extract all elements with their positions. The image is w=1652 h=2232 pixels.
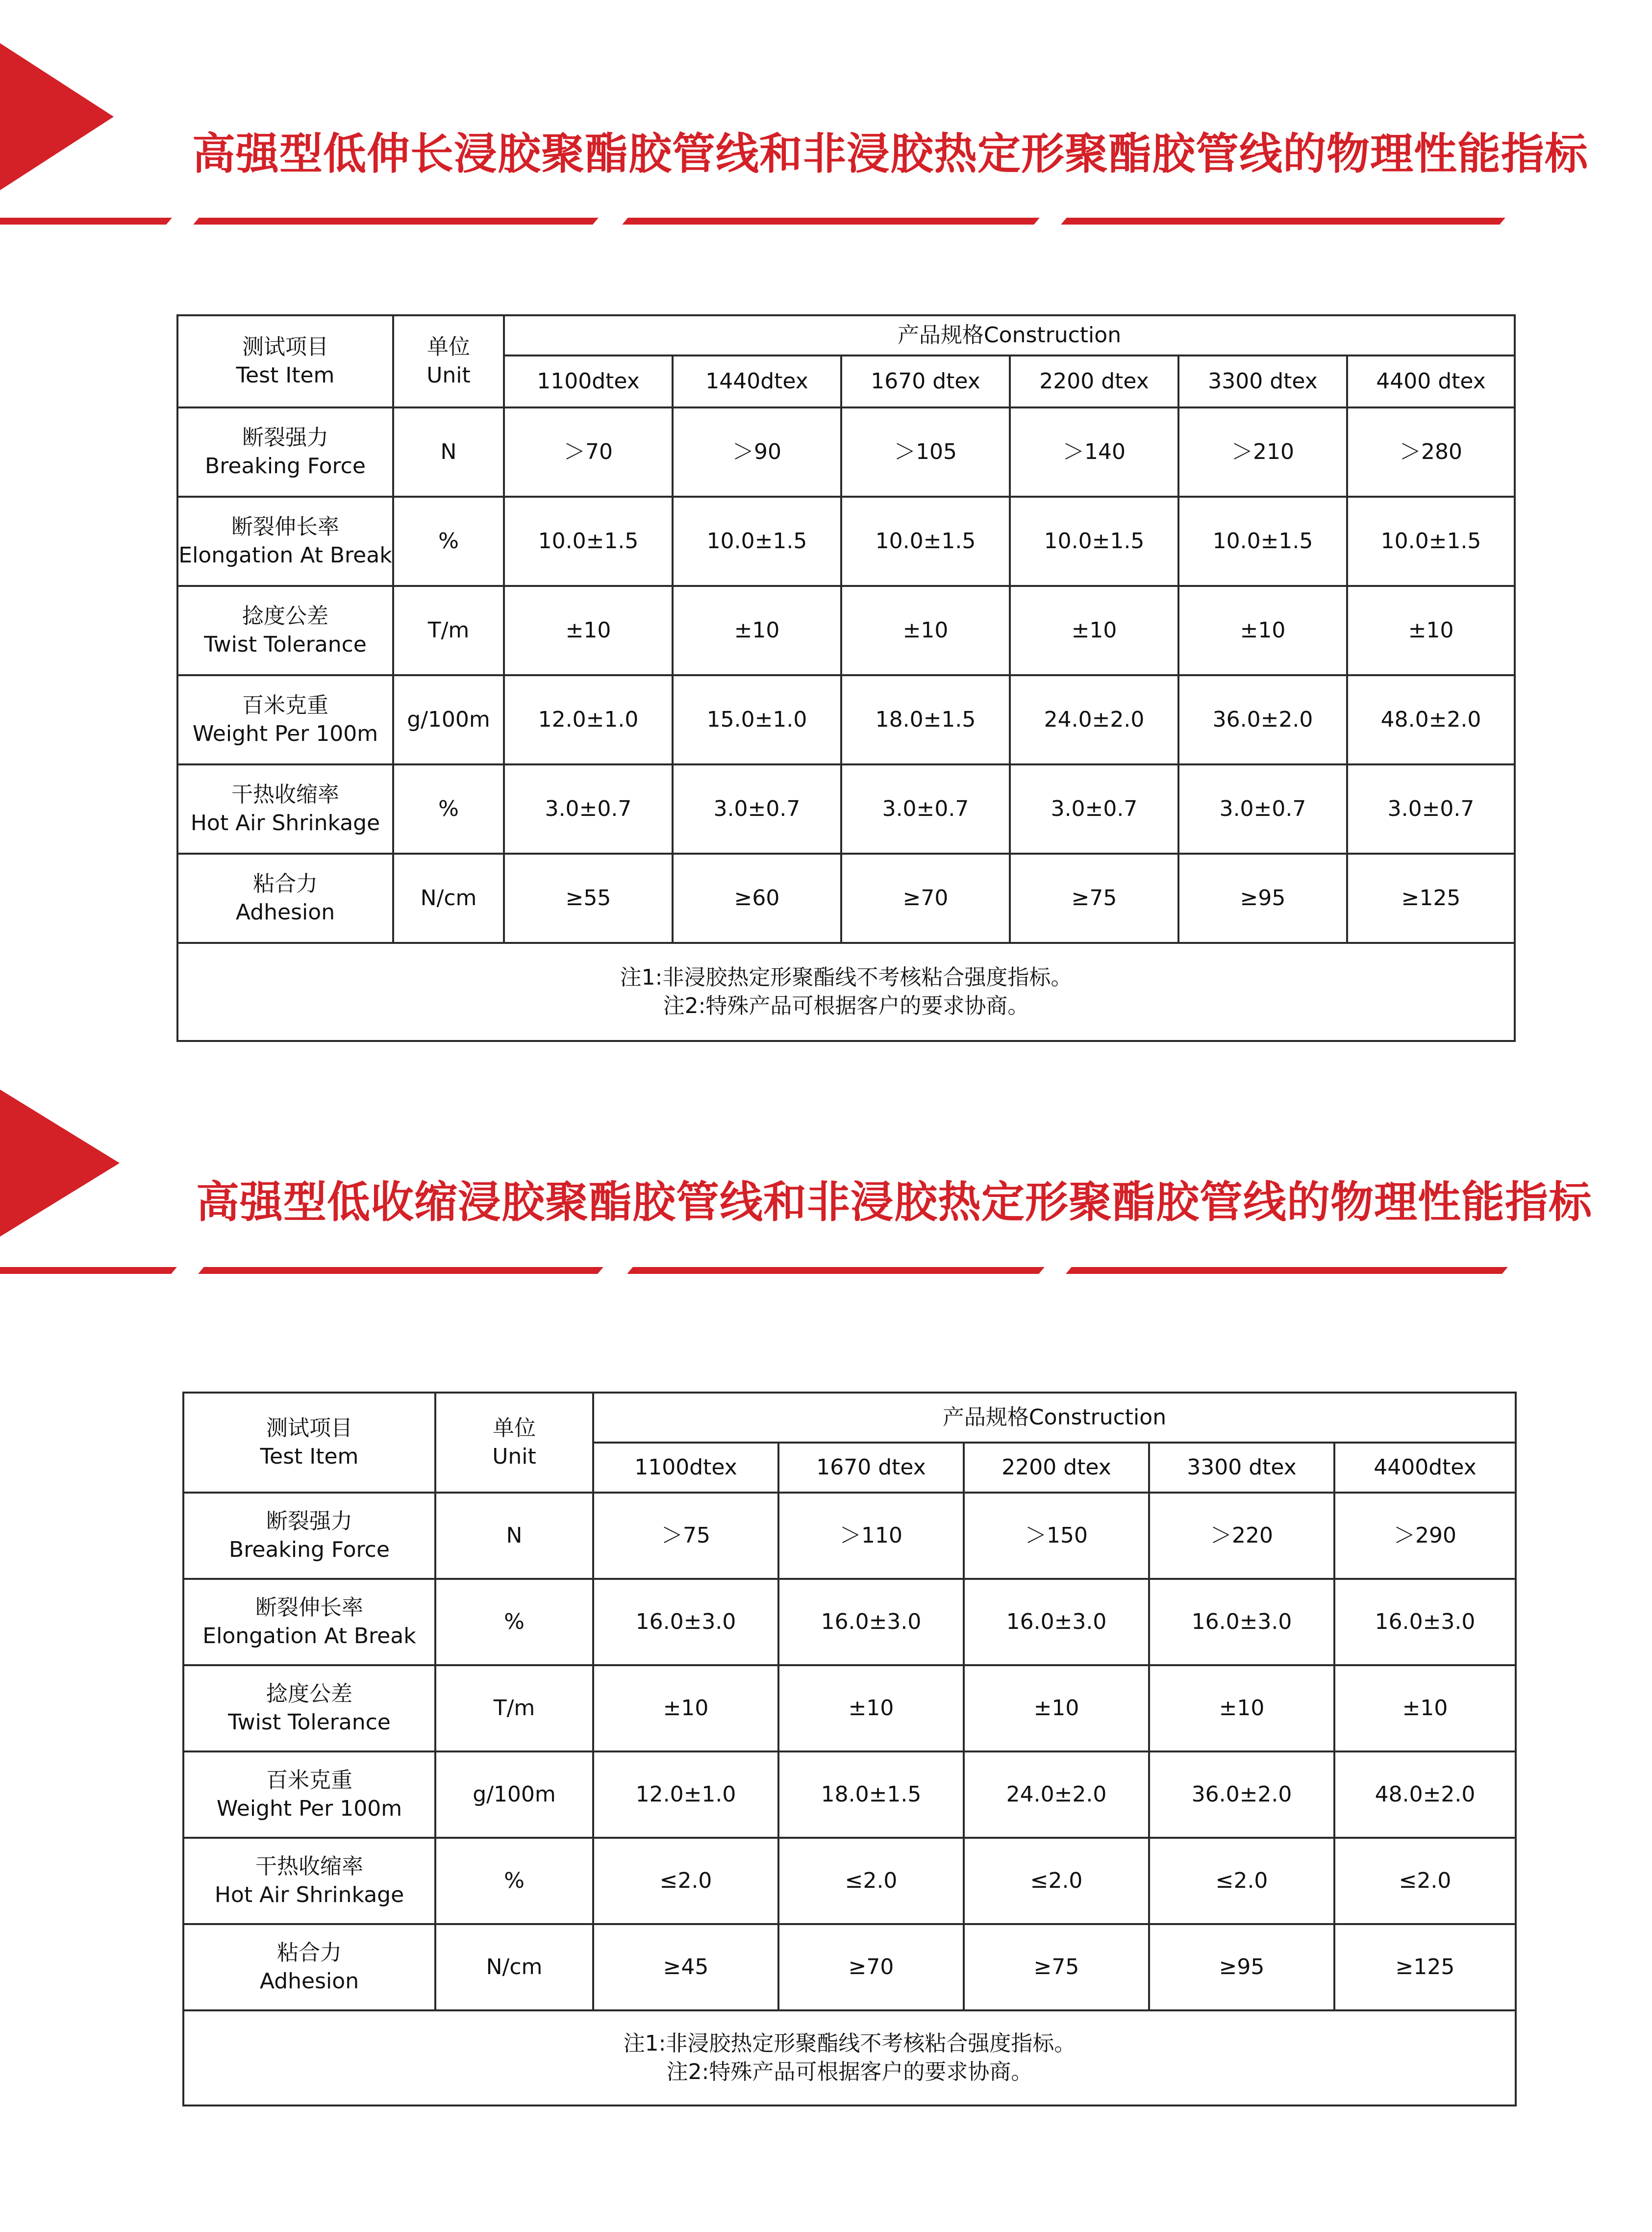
header-unit: 单位 Unit bbox=[435, 1393, 593, 1493]
value-cell: ＞220 bbox=[1149, 1493, 1334, 1579]
row-label: 粘合力 Adhesion bbox=[177, 854, 393, 943]
value-cell: ＞290 bbox=[1334, 1493, 1516, 1579]
title-underline-segment bbox=[1061, 218, 1505, 225]
value-cell: ±10 bbox=[673, 586, 841, 675]
row-unit: T/m bbox=[435, 1665, 593, 1751]
row-unit: % bbox=[393, 497, 504, 586]
spec-label: 2200 dtex bbox=[1010, 355, 1178, 407]
value-cell: 10.0±1.5 bbox=[1347, 497, 1515, 586]
notes-cell bbox=[183, 2010, 1516, 2105]
header-construction: 产品规格Construction bbox=[504, 315, 1515, 355]
row-label: 干热收缩率 Hot Air Shrinkage bbox=[177, 764, 393, 854]
note-2: 注2:特殊产品可根据客户的要求协商。 bbox=[666, 2059, 1033, 2084]
spec-label: 4400 dtex bbox=[1347, 355, 1515, 407]
title-underline-segment bbox=[193, 218, 599, 225]
section-title: 高强型低伸长浸胶聚酯胶管线和非浸胶热定形聚酯胶管线的物理性能指标 bbox=[192, 128, 1589, 179]
value-cell: ＞105 bbox=[841, 407, 1010, 497]
value-cell: ≥75 bbox=[1010, 854, 1178, 943]
value-cell: ≤2.0 bbox=[964, 1838, 1149, 1924]
value-cell: 10.0±1.5 bbox=[673, 497, 841, 586]
value-cell: ≤2.0 bbox=[593, 1838, 778, 1924]
triangle-marker-icon bbox=[0, 1090, 120, 1237]
header-unit: 单位 Unit bbox=[393, 315, 504, 407]
table-row bbox=[183, 1579, 1516, 1665]
row-label: 断裂伸长率 Elongation At Break bbox=[177, 497, 393, 586]
row-unit: g/100m bbox=[393, 675, 504, 764]
value-cell: 48.0±2.0 bbox=[1347, 675, 1515, 764]
value-cell: 24.0±2.0 bbox=[1010, 675, 1178, 764]
value-cell: ±10 bbox=[964, 1665, 1149, 1751]
value-cell: ±10 bbox=[1010, 586, 1178, 675]
table-row bbox=[177, 854, 1515, 943]
value-cell: ＞110 bbox=[778, 1493, 964, 1579]
value-cell: 12.0±1.0 bbox=[593, 1751, 778, 1838]
spec-table bbox=[176, 314, 1516, 1042]
notes-cell bbox=[177, 943, 1515, 1041]
note-1: 注1:非浸胶热定形聚酯线不考核粘合强度指标。 bbox=[623, 2030, 1076, 2056]
value-cell: ±10 bbox=[1334, 1665, 1516, 1751]
value-cell: ＞75 bbox=[593, 1493, 778, 1579]
spec-label: 1440dtex bbox=[673, 355, 841, 407]
table-row bbox=[183, 1838, 1516, 1924]
value-cell: ±10 bbox=[841, 586, 1010, 675]
table-row bbox=[177, 764, 1515, 854]
value-cell: 15.0±1.0 bbox=[673, 675, 841, 764]
value-cell: 48.0±2.0 bbox=[1334, 1751, 1516, 1838]
value-cell: 3.0±0.7 bbox=[673, 764, 841, 854]
row-label: 百米克重 Weight Per 100m bbox=[183, 1751, 435, 1838]
header-test-item: 测试项目 Test Item bbox=[177, 315, 393, 407]
spec-table bbox=[182, 1392, 1517, 2106]
value-cell: 16.0±3.0 bbox=[1149, 1579, 1334, 1665]
row-unit: % bbox=[435, 1579, 593, 1665]
table-row bbox=[177, 675, 1515, 764]
value-cell: 18.0±1.5 bbox=[841, 675, 1010, 764]
value-cell: ＞90 bbox=[673, 407, 841, 497]
value-cell: 36.0±2.0 bbox=[1178, 675, 1347, 764]
value-cell: ≥125 bbox=[1347, 854, 1515, 943]
table-row bbox=[177, 497, 1515, 586]
row-unit: N bbox=[393, 407, 504, 497]
table-header-row bbox=[177, 315, 1515, 355]
value-cell: ＞210 bbox=[1178, 407, 1347, 497]
spec-label: 1670 dtex bbox=[841, 355, 1010, 407]
value-cell: ≥70 bbox=[841, 854, 1010, 943]
spec-label: 1100dtex bbox=[504, 355, 673, 407]
value-cell: ≥60 bbox=[673, 854, 841, 943]
spec-label: 2200 dtex bbox=[964, 1443, 1149, 1493]
value-cell: ≥95 bbox=[1178, 854, 1347, 943]
value-cell: ≥125 bbox=[1334, 1924, 1516, 2010]
row-unit: g/100m bbox=[435, 1751, 593, 1838]
header-test-item: 测试项目 Test Item bbox=[183, 1393, 435, 1493]
value-cell: ≥70 bbox=[778, 1924, 964, 2010]
table-row bbox=[183, 1924, 1516, 2010]
spec-label: 3300 dtex bbox=[1149, 1443, 1334, 1493]
value-cell: ≥95 bbox=[1149, 1924, 1334, 2010]
row-label: 断裂强力 Breaking Force bbox=[183, 1493, 435, 1579]
table-row bbox=[183, 1751, 1516, 1838]
value-cell: 3.0±0.7 bbox=[504, 764, 673, 854]
table-notes-row bbox=[177, 943, 1515, 1041]
value-cell: ±10 bbox=[1149, 1665, 1334, 1751]
table-row bbox=[183, 1493, 1516, 1579]
value-cell: ≥45 bbox=[593, 1924, 778, 2010]
value-cell: ＞70 bbox=[504, 407, 673, 497]
value-cell: 18.0±1.5 bbox=[778, 1751, 964, 1838]
value-cell: ±10 bbox=[593, 1665, 778, 1751]
row-unit: N/cm bbox=[435, 1924, 593, 2010]
title-underline-segment bbox=[1066, 1267, 1508, 1274]
value-cell: 10.0±1.5 bbox=[1010, 497, 1178, 586]
row-label: 断裂伸长率 Elongation At Break bbox=[183, 1579, 435, 1665]
row-label: 捻度公差 Twist Tolerance bbox=[177, 586, 393, 675]
value-cell: 16.0±3.0 bbox=[778, 1579, 964, 1665]
table-row bbox=[177, 586, 1515, 675]
title-underline-segment bbox=[198, 1267, 603, 1274]
spec-label: 1100dtex bbox=[593, 1443, 778, 1493]
value-cell: 10.0±1.5 bbox=[504, 497, 673, 586]
value-cell: ±10 bbox=[504, 586, 673, 675]
row-label: 捻度公差 Twist Tolerance bbox=[183, 1665, 435, 1751]
title-underline-segment bbox=[0, 218, 172, 225]
value-cell: ≤2.0 bbox=[778, 1838, 964, 1924]
value-cell: ±10 bbox=[778, 1665, 964, 1751]
table-row bbox=[177, 407, 1515, 497]
title-underline-segment bbox=[627, 1267, 1045, 1274]
value-cell: 16.0±3.0 bbox=[593, 1579, 778, 1665]
triangle-marker-icon bbox=[0, 43, 114, 190]
row-label: 百米克重 Weight Per 100m bbox=[177, 675, 393, 764]
table-row bbox=[183, 1665, 1516, 1751]
value-cell: 12.0±1.0 bbox=[504, 675, 673, 764]
value-cell: 10.0±1.5 bbox=[841, 497, 1010, 586]
spec-label: 4400dtex bbox=[1334, 1443, 1516, 1493]
spec-label: 1670 dtex bbox=[778, 1443, 964, 1493]
title-underline-segment bbox=[0, 1267, 177, 1274]
row-label: 干热收缩率 Hot Air Shrinkage bbox=[183, 1838, 435, 1924]
value-cell: 10.0±1.5 bbox=[1178, 497, 1347, 586]
value-cell: ≤2.0 bbox=[1149, 1838, 1334, 1924]
value-cell: 3.0±0.7 bbox=[1178, 764, 1347, 854]
note-2: 注2:特殊产品可根据客户的要求协商。 bbox=[663, 993, 1029, 1018]
value-cell: 24.0±2.0 bbox=[964, 1751, 1149, 1838]
value-cell: 16.0±3.0 bbox=[1334, 1579, 1516, 1665]
value-cell: ±10 bbox=[1347, 586, 1515, 675]
spec-label: 3300 dtex bbox=[1178, 355, 1347, 407]
value-cell: ＞140 bbox=[1010, 407, 1178, 497]
value-cell: 3.0±0.7 bbox=[1347, 764, 1515, 854]
table-header-row bbox=[183, 1393, 1516, 1443]
value-cell: ＞150 bbox=[964, 1493, 1149, 1579]
value-cell: ≤2.0 bbox=[1334, 1838, 1516, 1924]
row-unit: % bbox=[393, 764, 504, 854]
row-label: 断裂强力 Breaking Force bbox=[177, 407, 393, 497]
title-underline-segment bbox=[622, 218, 1040, 225]
value-cell: ＞280 bbox=[1347, 407, 1515, 497]
value-cell: ≥75 bbox=[964, 1924, 1149, 2010]
row-unit: % bbox=[435, 1838, 593, 1924]
value-cell: 16.0±3.0 bbox=[964, 1579, 1149, 1665]
table-notes-row bbox=[183, 2010, 1516, 2105]
row-label: 粘合力 Adhesion bbox=[183, 1924, 435, 2010]
value-cell: 3.0±0.7 bbox=[1010, 764, 1178, 854]
row-unit: N bbox=[435, 1493, 593, 1579]
header-construction: 产品规格Construction bbox=[593, 1393, 1516, 1443]
section-title: 高强型低收缩浸胶聚酯胶管线和非浸胶热定形聚酯胶管线的物理性能指标 bbox=[196, 1177, 1593, 1227]
note-1: 注1:非浸胶热定形聚酯线不考核粘合强度指标。 bbox=[620, 964, 1073, 990]
value-cell: 3.0±0.7 bbox=[841, 764, 1010, 854]
row-unit: N/cm bbox=[393, 854, 504, 943]
row-unit: T/m bbox=[393, 586, 504, 675]
value-cell: ±10 bbox=[1178, 586, 1347, 675]
value-cell: ≥55 bbox=[504, 854, 673, 943]
value-cell: 36.0±2.0 bbox=[1149, 1751, 1334, 1838]
